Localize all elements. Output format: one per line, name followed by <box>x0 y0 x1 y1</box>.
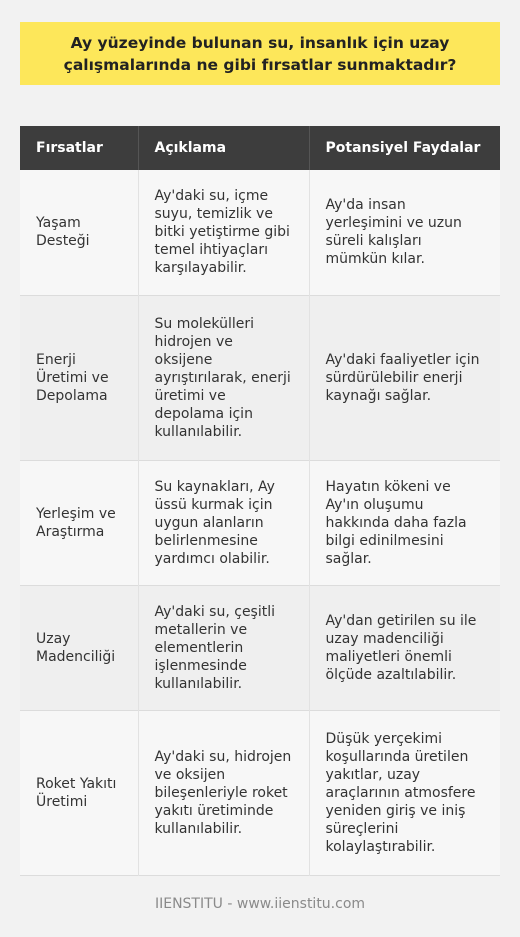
benefit-cell: Ay'da insan yerleşimini ve uzun süreli kalışları mümkün kılar. <box>309 170 500 295</box>
table-row <box>20 295 500 460</box>
description-cell: Su molekülleri hidrojen ve oksijene ayrıştırılarak, enerji üretimi ve depolama için kullanılabilir. <box>138 295 309 460</box>
table-row <box>20 170 500 295</box>
opportunity-cell: Roket Yakıtı Üretimi <box>20 710 138 875</box>
description-cell: Su kaynakları, Ay üssü kurmak için uygun alanların belirlenmesine yardımcı olabilir. <box>138 460 309 585</box>
table-row <box>20 710 500 875</box>
opportunity-cell: Enerji Üretimi ve Depolama <box>20 295 138 460</box>
title-banner <box>20 22 500 85</box>
footer-credit: IIENSTITU - www.iienstitu.com <box>154 896 366 912</box>
benefit-cell: Hayatın kökeni ve Ay'ın oluşumu hakkında daha fazla bilgi edinilmesini sağlar. <box>309 460 500 585</box>
opportunity-cell: Uzay Madenciliği <box>20 585 138 710</box>
table-header-row <box>20 126 500 170</box>
table-row <box>20 460 500 585</box>
column-header-description: Açıklama <box>138 126 309 170</box>
benefit-cell: Düşük yerçekimi koşullarında üretilen yakıtlar, uzay araçlarının atmosfere yeniden giriş ve iniş süreçlerini kolaylaştırabilir. <box>309 710 500 875</box>
opportunity-cell: Yaşam Desteği <box>20 170 138 295</box>
description-cell: Ay'daki su, hidrojen ve oksijen bileşenleriyle roket yakıtı üretiminde kullanılabilir. <box>138 710 309 875</box>
opportunity-cell: Yerleşim ve Araştırma <box>20 460 138 585</box>
opportunities-table <box>20 126 500 876</box>
benefit-cell: Ay'dan getirilen su ile uzay madenciliği maliyetleri önemli ölçüde azaltılabilir. <box>309 585 500 710</box>
page-title: Ay yüzeyinde bulunan su, insanlık için uzay çalışmalarında ne gibi fırsatlar sunmaktadır? <box>63 33 457 74</box>
column-header-benefits: Potansiyel Faydalar <box>309 126 500 170</box>
benefit-cell: Ay'daki faaliyetler için sürdürülebilir enerji kaynağı sağlar. <box>309 295 500 460</box>
description-cell: Ay'daki su, çeşitli metallerin ve elementlerin işlenmesinde kullanılabilir. <box>138 585 309 710</box>
table-row <box>20 585 500 710</box>
column-header-opportunities: Fırsatlar <box>20 126 138 170</box>
description-cell: Ay'daki su, içme suyu, temizlik ve bitki yetiştirme gibi temel ihtiyaçları karşılayabilir. <box>138 170 309 295</box>
